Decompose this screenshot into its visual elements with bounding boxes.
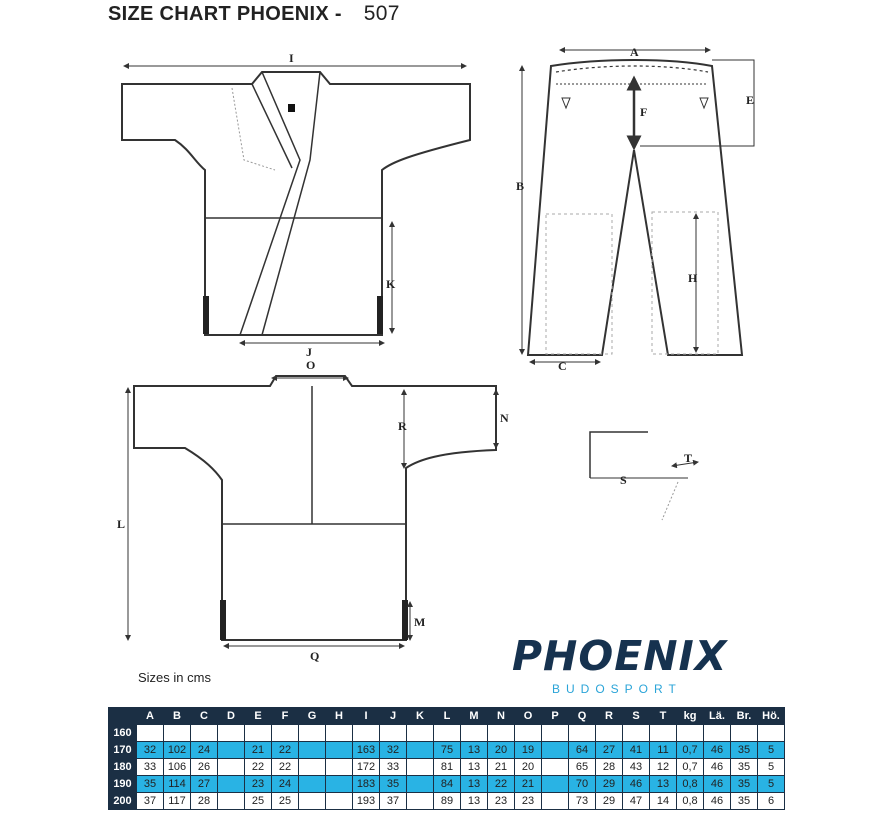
- sleeve-detail-drawing: [590, 432, 698, 520]
- model-number: 507: [363, 2, 400, 25]
- table-cell: [164, 725, 191, 742]
- table-cell: [569, 725, 596, 742]
- table-cell: 13: [461, 776, 488, 793]
- table-cell: 33: [137, 759, 164, 776]
- table-cell: [542, 742, 569, 759]
- size-table-header: [109, 708, 785, 725]
- table-cell: [218, 793, 245, 810]
- column-header: I: [353, 708, 380, 725]
- column-header: N: [488, 708, 515, 725]
- table-cell: 70: [569, 776, 596, 793]
- column-header: E: [245, 708, 272, 725]
- table-cell: 20: [488, 742, 515, 759]
- table-cell: 13: [650, 776, 677, 793]
- table-cell: [245, 725, 272, 742]
- table-cell: [407, 725, 434, 742]
- table-cell: [704, 725, 731, 742]
- table-cell: [488, 725, 515, 742]
- label-q: Q: [310, 649, 320, 663]
- header-corner: [109, 708, 137, 725]
- table-cell: 14: [650, 793, 677, 810]
- table-cell: [191, 725, 218, 742]
- table-cell: [137, 725, 164, 742]
- table-cell: 41: [623, 742, 650, 759]
- label-f: F: [640, 105, 648, 119]
- column-header: B: [164, 708, 191, 725]
- table-cell: 0,8: [677, 776, 704, 793]
- size-table-body: [109, 725, 785, 810]
- column-header: J: [380, 708, 407, 725]
- table-cell: 28: [191, 793, 218, 810]
- table-cell: [407, 742, 434, 759]
- table-cell: 13: [461, 742, 488, 759]
- table-cell: 193: [353, 793, 380, 810]
- table-cell: 32: [380, 742, 407, 759]
- table-cell: 75: [434, 742, 461, 759]
- table-cell: 32: [137, 742, 164, 759]
- column-header: T: [650, 708, 677, 725]
- table-cell: [326, 776, 353, 793]
- label-j: J: [306, 345, 312, 359]
- header-row: [109, 708, 785, 725]
- table-cell: [596, 725, 623, 742]
- table-cell: [326, 725, 353, 742]
- table-cell: [623, 725, 650, 742]
- table-cell: 65: [569, 759, 596, 776]
- table-cell: 35: [731, 759, 758, 776]
- label-b: B: [516, 179, 525, 193]
- table-cell: [542, 793, 569, 810]
- column-header: S: [623, 708, 650, 725]
- label-t: T: [684, 451, 693, 465]
- table-cell: 35: [380, 776, 407, 793]
- table-cell: 43: [623, 759, 650, 776]
- table-cell: 0,7: [677, 742, 704, 759]
- logo-wordmark: PHOENIX: [512, 632, 728, 680]
- label-a: A: [630, 45, 639, 59]
- table-cell: 114: [164, 776, 191, 793]
- table-cell: 6: [758, 793, 785, 810]
- table-cell: [515, 725, 542, 742]
- phoenix-logo: [512, 632, 762, 702]
- table-cell: 27: [191, 776, 218, 793]
- table-cell: 21: [245, 742, 272, 759]
- column-header: P: [542, 708, 569, 725]
- table-cell: 25: [272, 793, 299, 810]
- table-cell: 23: [488, 793, 515, 810]
- table-cell: 23: [515, 793, 542, 810]
- table-cell: 37: [380, 793, 407, 810]
- table-cell: [380, 725, 407, 742]
- column-header: Lä.: [704, 708, 731, 725]
- table-row: [109, 742, 785, 759]
- column-header: G: [299, 708, 326, 725]
- column-header: kg: [677, 708, 704, 725]
- table-cell: [326, 759, 353, 776]
- label-l: L: [117, 517, 126, 531]
- size-label: 190: [109, 776, 137, 793]
- table-cell: 21: [488, 759, 515, 776]
- table-cell: 28: [596, 759, 623, 776]
- table-cell: 102: [164, 742, 191, 759]
- table-cell: [677, 725, 704, 742]
- table-cell: 27: [596, 742, 623, 759]
- table-cell: 84: [434, 776, 461, 793]
- table-cell: [299, 759, 326, 776]
- table-cell: 35: [731, 776, 758, 793]
- table-row: [109, 725, 785, 742]
- table-cell: 19: [515, 742, 542, 759]
- table-cell: [353, 725, 380, 742]
- table-cell: [299, 793, 326, 810]
- column-header: O: [515, 708, 542, 725]
- table-cell: [407, 759, 434, 776]
- table-cell: 37: [137, 793, 164, 810]
- table-cell: [326, 793, 353, 810]
- table-cell: [758, 725, 785, 742]
- table-cell: 24: [272, 776, 299, 793]
- size-table: [108, 707, 785, 810]
- label-n: N: [500, 411, 509, 425]
- column-header: H: [326, 708, 353, 725]
- logo-subtitle: BUDOSPORT: [552, 682, 682, 696]
- column-header: K: [407, 708, 434, 725]
- table-cell: 35: [731, 742, 758, 759]
- table-cell: [461, 725, 488, 742]
- table-cell: 47: [623, 793, 650, 810]
- table-row: [109, 793, 785, 810]
- table-cell: 25: [245, 793, 272, 810]
- label-o: O: [306, 358, 316, 372]
- table-cell: 23: [245, 776, 272, 793]
- column-header: D: [218, 708, 245, 725]
- table-cell: 5: [758, 742, 785, 759]
- column-header: Q: [569, 708, 596, 725]
- table-cell: 46: [704, 793, 731, 810]
- table-cell: 5: [758, 759, 785, 776]
- table-cell: [299, 725, 326, 742]
- table-cell: [542, 759, 569, 776]
- table-cell: 13: [461, 759, 488, 776]
- label-i: I: [289, 51, 294, 65]
- table-cell: 64: [569, 742, 596, 759]
- table-cell: [272, 725, 299, 742]
- label-s: S: [620, 473, 627, 487]
- table-row: [109, 776, 785, 793]
- table-cell: 35: [731, 793, 758, 810]
- size-label: 170: [109, 742, 137, 759]
- title-text: SIZE CHART PHOENIX -: [108, 3, 342, 25]
- table-cell: 46: [704, 776, 731, 793]
- table-cell: 29: [596, 776, 623, 793]
- column-header: C: [191, 708, 218, 725]
- table-cell: 5: [758, 776, 785, 793]
- table-cell: 73: [569, 793, 596, 810]
- table-cell: 35: [137, 776, 164, 793]
- table-cell: [407, 776, 434, 793]
- size-label: 160: [109, 725, 137, 742]
- label-e: E: [746, 93, 755, 107]
- table-cell: [650, 725, 677, 742]
- table-cell: 26: [191, 759, 218, 776]
- table-cell: 106: [164, 759, 191, 776]
- table-cell: 172: [353, 759, 380, 776]
- size-label: 200: [109, 793, 137, 810]
- units-note: Sizes in cms: [138, 670, 211, 685]
- label-k: K: [386, 277, 396, 291]
- trousers-drawing: [522, 50, 754, 362]
- table-cell: 46: [623, 776, 650, 793]
- table-cell: 12: [650, 759, 677, 776]
- table-cell: [407, 793, 434, 810]
- size-label: 180: [109, 759, 137, 776]
- table-cell: 81: [434, 759, 461, 776]
- table-cell: [218, 759, 245, 776]
- table-cell: 29: [596, 793, 623, 810]
- table-cell: 22: [272, 742, 299, 759]
- table-cell: 33: [380, 759, 407, 776]
- table-row: [109, 759, 785, 776]
- table-cell: 0,8: [677, 793, 704, 810]
- table-cell: [218, 742, 245, 759]
- column-header: L: [434, 708, 461, 725]
- table-cell: [299, 742, 326, 759]
- table-cell: 11: [650, 742, 677, 759]
- table-cell: [434, 725, 461, 742]
- jacket-back-drawing: [128, 376, 496, 646]
- table-cell: 13: [461, 793, 488, 810]
- table-cell: 89: [434, 793, 461, 810]
- column-header: R: [596, 708, 623, 725]
- table-cell: 20: [515, 759, 542, 776]
- table-cell: 0,7: [677, 759, 704, 776]
- table-cell: 22: [245, 759, 272, 776]
- label-h: H: [688, 271, 698, 285]
- table-cell: 22: [488, 776, 515, 793]
- column-header: M: [461, 708, 488, 725]
- column-header: F: [272, 708, 299, 725]
- label-r: R: [398, 419, 407, 433]
- table-cell: 183: [353, 776, 380, 793]
- table-cell: 117: [164, 793, 191, 810]
- table-cell: [218, 725, 245, 742]
- table-cell: [731, 725, 758, 742]
- table-cell: 24: [191, 742, 218, 759]
- column-header: Hö.: [758, 708, 785, 725]
- table-cell: 163: [353, 742, 380, 759]
- table-cell: 21: [515, 776, 542, 793]
- jacket-front-drawing: [122, 66, 470, 343]
- table-cell: [542, 725, 569, 742]
- table-cell: [299, 776, 326, 793]
- column-header: A: [137, 708, 164, 725]
- column-header: Br.: [731, 708, 758, 725]
- table-cell: 22: [272, 759, 299, 776]
- table-cell: 46: [704, 759, 731, 776]
- table-cell: [542, 776, 569, 793]
- label-c: C: [558, 359, 567, 373]
- label-m: M: [414, 615, 426, 629]
- table-cell: 46: [704, 742, 731, 759]
- table-cell: [326, 742, 353, 759]
- table-cell: [218, 776, 245, 793]
